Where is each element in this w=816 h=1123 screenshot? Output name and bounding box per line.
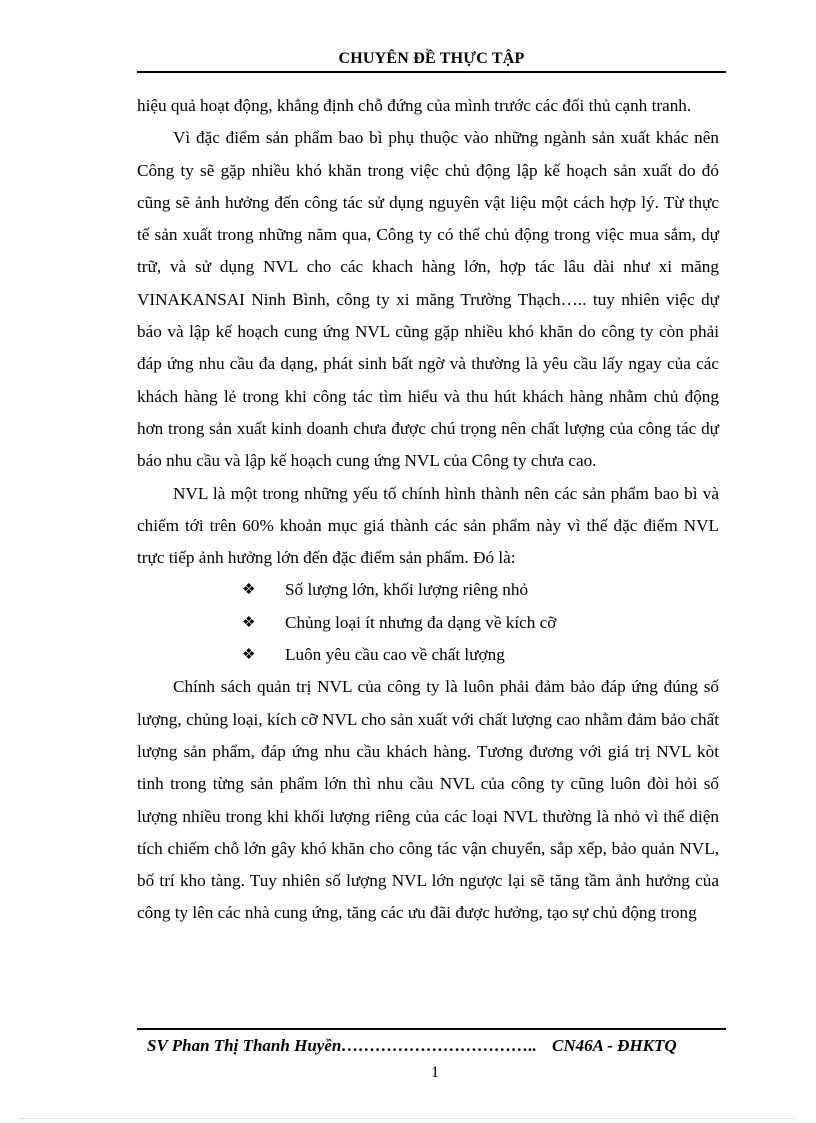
footer-rule xyxy=(137,1028,726,1030)
diamond-bullet-icon: ❖ xyxy=(242,647,256,664)
page-header-title: CHUYÊN ĐỀ THỰC TẬP xyxy=(338,50,525,67)
document-body xyxy=(137,90,719,930)
paragraph-2: Vì đặc điểm sản phẩm bao bì phụ thuộc vào những ngành sản xuất khác nên Công ty sẽ gặp nhiều khó khăn trong việc chủ động lập kế hoạch sản xuất do đó cũng sẽ ảnh hưởng đến công tác sử dụng nguyên vật liệu một cách hợp lý. Từ thực tế sản xuất trong những năm qua, Công ty có thể chủ động trong việc mua sắm, dự trữ, và sử dụng NVL cho các khach hàng lớn, hợp tác lâu dài như xi măng VINAKANSAI Ninh Bình, công ty xi măng Trường Thạch….. tuy nhiên việc dự báo và lập kế hoạch cung ứng NVL cũng gặp nhiều khó khăn do công ty còn phải đáp ứng nhu cầu đa dạng, phát sinh bất ngờ và thường là yêu cầu lấy ngay của các khách hàng lẻ trong khi công tác tìm hiểu và thu hút khách hàng nhằm chủ động hơn trong sản xuất kinh doanh chưa được chú trọng nên chất lượng của công tác dự báo nhu cầu và lập kế hoạch cung ứng NVL của Công ty chưa cao. xyxy=(137,128,719,471)
diamond-bullet-icon: ❖ xyxy=(242,582,256,599)
diamond-bullet-icon: ❖ xyxy=(242,614,256,631)
list-item-text: Chủng loại ít nhưng đa dạng về kích cỡ xyxy=(285,612,557,632)
page-number: 1 xyxy=(431,1064,439,1081)
paragraph-1: hiệu quả hoạt động, khẳng định chỗ đứng của mình trước các đối thủ cạnh tranh. xyxy=(137,96,692,115)
list-item xyxy=(137,639,719,671)
paragraph-4: Chính sách quản trị NVL của công ty là luôn phải đảm bảo đáp ứng đúng số lượng, chủng loại, kích cỡ NVL cho sản xuất với chất lượng cao nhằm đảm bảo chất lượng sản phẩm, đáp ứng nhu cầu khách hàng. Tương đương với giá trị NVL kòt tinh trong từng sản phẩm lớn thì nhu cầu NVL của công ty cũng luôn đòi hỏi số lượng nhiều trong khi khối lượng riêng của các loại NVL thường là nhỏ vì thế diện tích chiếm chỗ lớn gây khó khăn cho công tác vận chuyển, sắp xếp, bảo quản NVL, bố trí kho tàng. Tuy nhiên số lượng NVL lớn ngược lại sẽ tăng tầm ảnh hưởng của công ty lên các nhà cung ứng, tăng các ưu đãi được hưởng, tạo sự chủ động trong xyxy=(137,677,719,923)
header-rule xyxy=(137,71,726,73)
list-item-text: Số lượng lớn, khối lượng riêng nhỏ xyxy=(285,580,529,600)
list-item xyxy=(137,607,719,639)
footer-author: SV Phan Thị Thanh Huyền…………………………….. xyxy=(147,1036,537,1055)
paragraph-3: NVL là một trong những yếu tố chính hình thành nên các sản phẩm bao bì và chiếm tới trên 60% khoản mục giá thành các sản phẩm này vì thế đặc điểm NVL trực tiếp ảnh hưởng lớn đến đặc điểm sản phẩm. Đó là: xyxy=(137,483,719,568)
bullet-list xyxy=(137,574,719,671)
footer-class: CN46A - ĐHKTQ xyxy=(552,1036,677,1055)
list-item xyxy=(137,574,719,606)
page-edge-divider xyxy=(20,1118,796,1119)
list-item-text: Luôn yêu cầu cao về chất lượng xyxy=(285,645,505,665)
